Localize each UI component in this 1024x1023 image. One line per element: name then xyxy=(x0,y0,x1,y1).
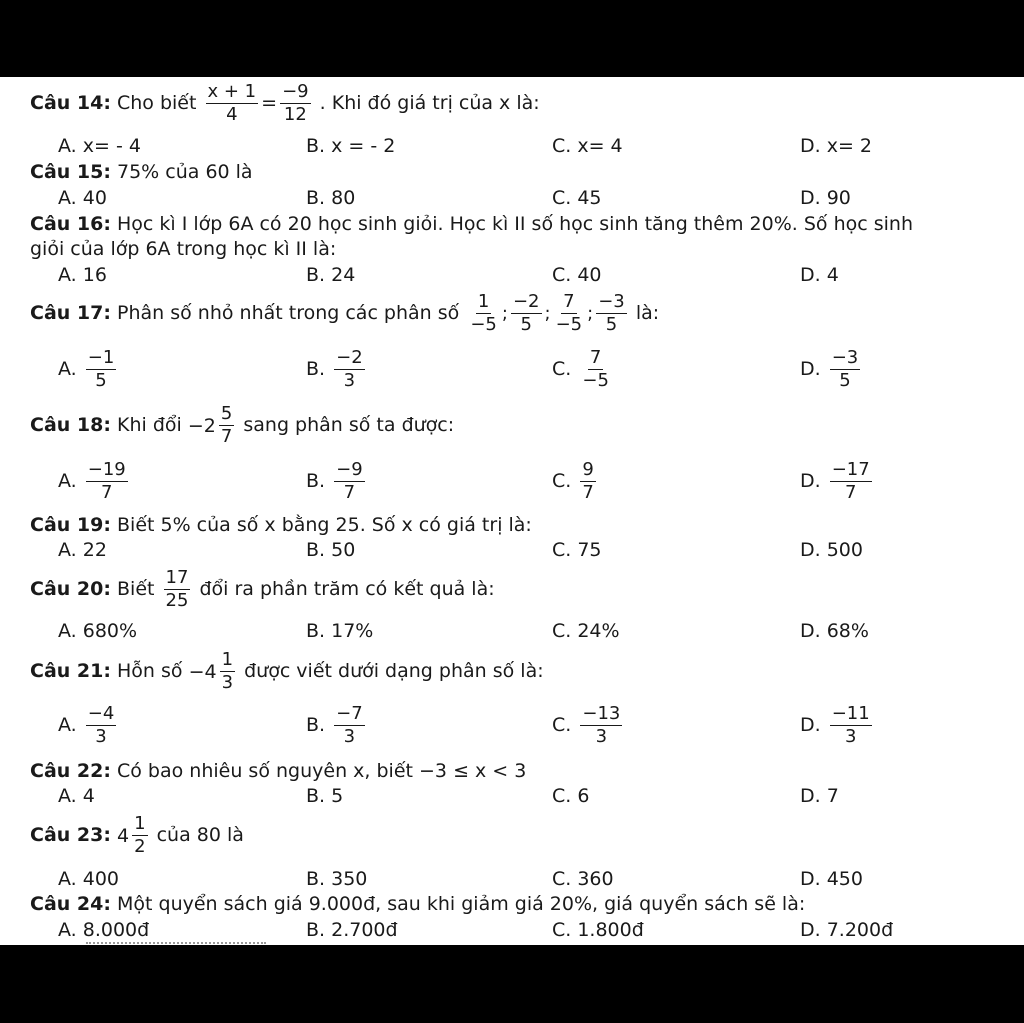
option-d: D. 68% xyxy=(800,620,869,642)
numerator: −13 xyxy=(582,703,621,724)
bottom-black-bar xyxy=(0,945,1024,1023)
numerator: −9 xyxy=(282,81,309,102)
question-22 xyxy=(30,759,526,783)
question-text: Một quyển sách giá 9.000đ, sau khi giảm giá 20%, giá quyển sách sẽ là: xyxy=(117,893,806,915)
fraction xyxy=(86,703,117,748)
question-text: . Khi đó giá trị của x là: xyxy=(319,92,540,114)
mixed-number xyxy=(189,649,238,694)
question-label: Câu 19: xyxy=(30,514,111,536)
denominator: 5 xyxy=(605,314,618,335)
numerator: −17 xyxy=(831,459,870,480)
denominator: −5 xyxy=(470,314,497,335)
fraction xyxy=(580,703,622,748)
question-label: Câu 14: xyxy=(30,92,111,114)
fraction xyxy=(86,459,128,504)
fraction xyxy=(334,347,365,392)
denominator: 7 xyxy=(101,482,113,503)
question-label: Câu 21: xyxy=(30,660,111,682)
option-a: A. 40 xyxy=(58,187,107,209)
question-label: Câu 17: xyxy=(30,302,111,324)
option-b: B. 50 xyxy=(306,539,356,561)
option-c: C. 45 xyxy=(552,187,602,209)
option-c xyxy=(552,703,625,748)
numerator: 17 xyxy=(165,567,189,588)
question-text: Phân số nhỏ nhất trong các phân số xyxy=(117,302,460,324)
inequality: −3 ≤ x < 3 xyxy=(419,760,527,782)
option-letter: C. xyxy=(552,470,572,492)
top-black-bar xyxy=(0,0,1024,77)
question-text: Cho biết xyxy=(117,92,197,114)
denominator: 5 xyxy=(95,370,107,391)
fraction xyxy=(334,703,365,748)
question-text: Học kì I lớp 6A có 20 học sinh giỏi. Học kì II số học sinh tăng thêm 20%. Số học sinh xyxy=(117,213,913,235)
option-c: C. x= 4 xyxy=(552,135,623,157)
fraction xyxy=(596,291,627,336)
denominator: −5 xyxy=(582,370,609,391)
option-letter: A. xyxy=(58,358,77,380)
numerator: 7 xyxy=(563,291,575,312)
question-label: Câu 22: xyxy=(30,760,111,782)
numerator: −19 xyxy=(87,459,126,480)
fraction xyxy=(830,703,872,748)
option-b xyxy=(306,459,368,504)
option-b: B. x = - 2 xyxy=(306,135,396,157)
whole-part: −4 xyxy=(188,660,217,683)
question-16-continued: giỏi của lớp 6A trong học kì II là: xyxy=(30,238,337,260)
question-16 xyxy=(30,212,913,236)
numerator: 7 xyxy=(589,347,602,368)
whole-part: −2 xyxy=(187,414,216,437)
question-19 xyxy=(30,513,532,537)
fraction xyxy=(580,347,611,392)
numerator: −4 xyxy=(87,703,115,724)
option-d: D. 90 xyxy=(800,187,851,209)
option-c: C. 6 xyxy=(552,785,590,807)
question-23 xyxy=(30,813,244,858)
option-letter: B. xyxy=(306,714,326,736)
numerator: 1 xyxy=(477,291,490,312)
question-label: Câu 20: xyxy=(30,578,111,600)
denominator: 7 xyxy=(844,482,857,503)
question-21 xyxy=(30,649,544,694)
option-a: A. 22 xyxy=(58,539,107,561)
question-14 xyxy=(30,81,540,126)
question-label: Câu 18: xyxy=(30,414,111,436)
denominator: −5 xyxy=(555,314,583,335)
option-b: B. 17% xyxy=(306,620,374,642)
denominator: 12 xyxy=(283,104,307,125)
fraction xyxy=(334,459,365,504)
option-a: A. 16 xyxy=(58,264,107,286)
fraction xyxy=(554,291,585,336)
numerator: −2 xyxy=(512,291,540,312)
option-a xyxy=(58,459,131,504)
question-text: của 80 là xyxy=(156,824,244,846)
question-text: Biết 5% của số x bằng 25. Số x có giá trị là: xyxy=(117,514,532,536)
fraction xyxy=(468,291,499,336)
option-d: D. 500 xyxy=(800,539,863,561)
question-text: sang phân số ta được: xyxy=(243,414,455,436)
fraction xyxy=(830,459,872,504)
fraction xyxy=(830,347,861,392)
option-letter: D. xyxy=(800,358,821,380)
question-text: Biết xyxy=(117,578,155,600)
option-a xyxy=(58,703,119,748)
option-letter: A. xyxy=(58,714,77,736)
option-b: B. 2.700đ xyxy=(306,919,398,941)
numerator: 1 xyxy=(221,649,234,670)
numerator: −2 xyxy=(336,347,363,368)
option-a xyxy=(58,347,119,392)
option-c xyxy=(552,347,614,392)
fraction xyxy=(86,347,117,392)
question-label: Câu 24: xyxy=(30,893,111,915)
option-d xyxy=(800,703,875,748)
option-d xyxy=(800,347,863,392)
option-a: A. x= - 4 xyxy=(58,135,141,157)
numerator: x + 1 xyxy=(207,81,257,102)
option-letter: B. xyxy=(306,470,326,492)
option-letter: D. xyxy=(800,714,821,736)
numerator: −7 xyxy=(336,703,363,724)
fraction xyxy=(580,459,595,504)
question-text: 75% của 60 là xyxy=(117,161,253,183)
question-18 xyxy=(30,403,454,448)
numerator: −1 xyxy=(87,347,115,368)
denominator: 7 xyxy=(343,482,356,503)
worksheet-page xyxy=(0,77,1024,945)
question-label: Câu 16: xyxy=(30,213,111,235)
mixed-number xyxy=(117,813,151,858)
option-b: B. 24 xyxy=(306,264,356,286)
question-20 xyxy=(30,567,495,612)
fraction xyxy=(220,649,235,694)
question-label: Câu 15: xyxy=(30,161,111,183)
denominator: 3 xyxy=(343,726,356,747)
option-c xyxy=(552,459,599,504)
option-c: C. 1.800đ xyxy=(552,919,644,941)
denominator: 7 xyxy=(582,482,594,503)
numerator: −3 xyxy=(831,347,859,368)
denominator: 7 xyxy=(220,426,233,447)
option-letter: A. xyxy=(58,470,77,492)
numerator: −3 xyxy=(598,291,625,312)
option-b xyxy=(306,347,368,392)
option-b: B. 5 xyxy=(306,785,344,807)
question-text: Có bao nhiêu số nguyên x, biết xyxy=(117,760,413,782)
denominator: 25 xyxy=(165,590,189,611)
option-d: D. 4 xyxy=(800,264,839,286)
denominator: 3 xyxy=(844,726,857,747)
question-17: Câu 17: Phân số nhỏ nhất trong các phân số $\frac{1}{-5}$ ; $\frac{-2}{5}$ ; $\frac{7}{-5}$ ; $\frac{-3}{5}$ là: xyxy=(30,291,660,335)
option-c: C. 40 xyxy=(552,264,602,286)
fraction xyxy=(280,81,311,126)
denominator: 3 xyxy=(595,726,608,747)
option-letter: C. xyxy=(552,714,572,736)
denominator: 3 xyxy=(343,370,356,391)
denominator: 5 xyxy=(520,314,532,335)
denominator: 2 xyxy=(134,836,146,857)
numerator: −11 xyxy=(831,703,870,724)
question-15 xyxy=(30,160,253,184)
question-text: Khi đổi xyxy=(117,414,182,436)
option-d: D. 450 xyxy=(800,868,863,890)
numerator: −9 xyxy=(336,459,363,480)
option-letter: D. xyxy=(800,470,821,492)
option-letter: C. xyxy=(552,358,572,380)
option-d xyxy=(800,459,875,504)
fraction xyxy=(132,813,147,858)
fraction xyxy=(164,567,191,612)
option-a: A. 8.000đ xyxy=(58,919,150,941)
denominator: 3 xyxy=(95,726,107,747)
option-d: D. 7 xyxy=(800,785,839,807)
denominator: 3 xyxy=(221,672,234,693)
option-d: D. 7.200đ xyxy=(800,919,894,941)
option-c: C. 75 xyxy=(552,539,602,561)
option-c: C. 24% xyxy=(552,620,620,642)
fraction xyxy=(206,81,259,126)
numerator: 1 xyxy=(134,813,146,834)
mixed-number xyxy=(188,403,237,448)
option-c: C. 360 xyxy=(552,868,614,890)
option-letter: B. xyxy=(306,358,326,380)
numerator: 9 xyxy=(582,459,594,480)
question-text: đổi ra phần trăm có kết quả là: xyxy=(199,578,495,600)
equals-sign: = xyxy=(261,92,278,114)
denominator: 4 xyxy=(226,104,238,125)
fraction xyxy=(219,403,234,448)
option-a: A. 680% xyxy=(58,620,138,642)
question-text: Hỗn số xyxy=(117,660,183,682)
fraction xyxy=(511,291,542,336)
question-text: là: xyxy=(635,302,660,324)
option-a: A. 400 xyxy=(58,868,120,890)
option-d: D. x= 2 xyxy=(800,135,873,157)
option-a: A. 4 xyxy=(58,785,95,807)
whole-part: 4 xyxy=(117,824,130,847)
question-text: được viết dưới dạng phân số là: xyxy=(244,660,544,682)
option-b: B. 80 xyxy=(306,187,356,209)
option-b: B. 350 xyxy=(306,868,368,890)
question-24 xyxy=(30,892,805,916)
question-label: Câu 23: xyxy=(30,824,111,846)
numerator: 5 xyxy=(220,403,233,424)
option-b xyxy=(306,703,368,748)
denominator: 5 xyxy=(839,370,851,391)
